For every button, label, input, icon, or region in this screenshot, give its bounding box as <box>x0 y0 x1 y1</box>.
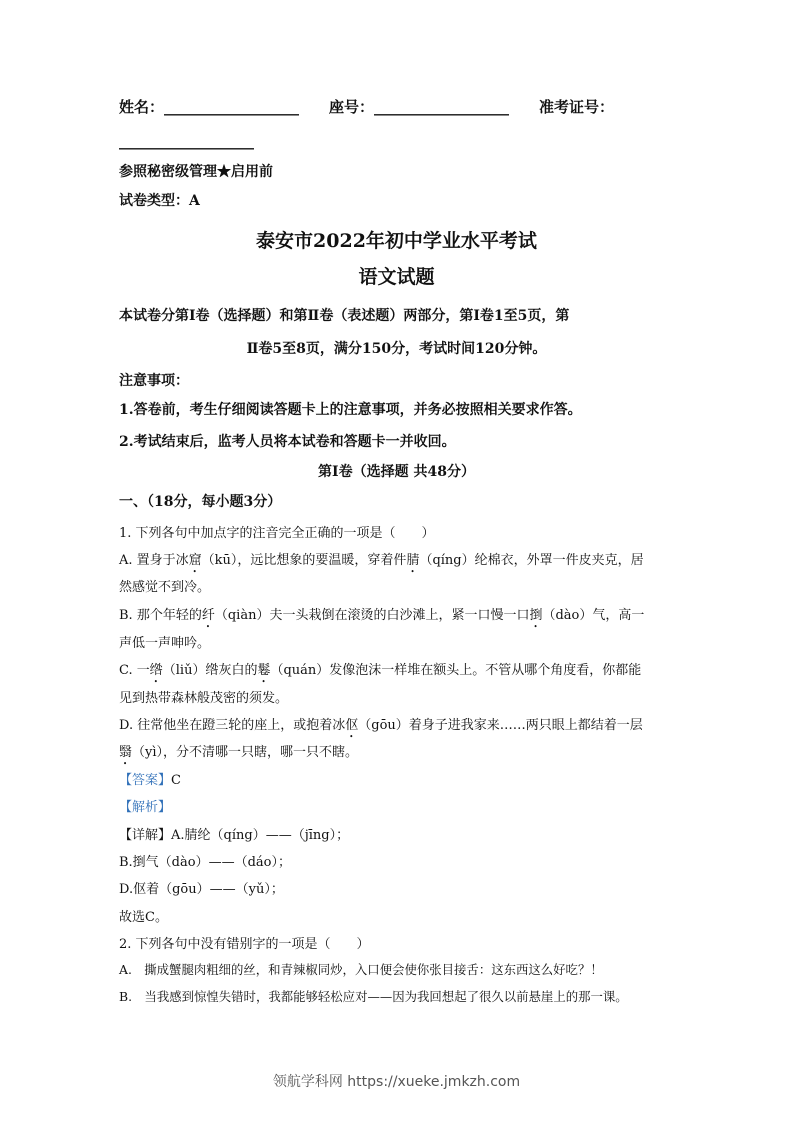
q1-option-d-line2: 翳（yì），分不清哪一只瞎，哪一只不瞎。 <box>119 745 359 760</box>
q1-option-c-line2: 见到热带森林般茂密的须发。 <box>119 691 289 706</box>
q1-option-c-line1: C. 一绺（liǔ）绺灰白的鬈（quán）发像泡沫一样堆在额头上。不管从哪个角度看，你都能 <box>119 663 642 678</box>
detail-conclusion: 故选C。 <box>119 910 168 925</box>
part-heading: 一、（18分，每小题3分） <box>119 494 282 510</box>
answer-line <box>119 769 181 788</box>
intro-line-1: 本试卷分第Ⅰ卷（选择题）和第Ⅱ卷（表述题）两部分，第Ⅰ卷1至5页，第 <box>119 308 570 324</box>
header-info-line <box>119 96 614 117</box>
detail-line-2: B.捯气（dào）——（dáo）； <box>119 855 291 870</box>
answer-value: C <box>171 773 181 788</box>
dotted-char: 捯 <box>529 608 543 623</box>
dotted-char: 绺 <box>149 663 163 678</box>
exam-subtitle: 语文试题 <box>358 266 435 288</box>
notice-heading: 注意事项： <box>119 373 189 389</box>
dotted-char: 翳 <box>119 745 133 760</box>
dotted-char: 腈 <box>406 553 420 568</box>
q1-option-b-line1: B. 那个年轻的纤（qiàn）夫一头栽倒在滚烫的白沙滩上，紧一口慢一口捯（dào）气，高一 <box>119 608 645 623</box>
seat-field: 座号：__________________ <box>329 98 510 116</box>
dotted-char: 窟 <box>188 553 202 568</box>
dotted-char: 鬈 <box>257 663 271 678</box>
intro-line-2: Ⅱ卷5至8页，满分150分，考试时间120分钟。 <box>246 341 547 357</box>
exam-title: 泰安市2022年初中学业水平考试 <box>256 230 537 252</box>
detail-line-1: 【详解】A.腈纶（qíng）——（jīng）； <box>119 828 350 843</box>
name-field: 姓名：__________________ <box>119 98 300 116</box>
question-1-stem: 1. 下列各句中加点字的注音完全正确的一项是（ ） <box>119 526 435 541</box>
dotted-char: 伛 <box>345 718 359 733</box>
notice-item-1: 1.答卷前，考生仔细阅读答题卡上的注意事项，并务必按照相关要求作答。 <box>119 402 582 418</box>
analysis-tag: 【解析】 <box>119 800 172 815</box>
detail-line-3: D.伛着（gōu）——（yǔ）； <box>119 882 284 897</box>
notice-item-2: 2.考试结束后，监考人员将本试卷和答题卡一并收回。 <box>119 434 456 450</box>
page-footer: 领航学科网 https://xueke.jmkzh.com <box>272 1074 521 1090</box>
q2-option-b: B. 当我感到惊惶失错时，我都能够轻松应对——因为我回想起了很久以前悬崖上的那一课。 <box>119 989 628 1004</box>
exam-id-field: 准考证号： <box>539 98 615 116</box>
dotted-char: 纤 <box>201 608 215 623</box>
q2-option-a: A. 撕成蟹腿肉粗细的丝，和青辣椒同炒，入口便会使你张目接舌：这东西这么好吃？！ <box>119 962 603 977</box>
q1-option-a-line1: A. 置身于冰窟（kū），远比想象的要温暖，穿着件腈（qíng）纶棉衣，外罩一件皮夹克，居 <box>119 553 644 568</box>
question-2-stem: 2. 下列各句中没有错别字的一项是（ ） <box>119 937 370 952</box>
section-title: 第Ⅰ卷（选择题 共48分） <box>318 464 475 480</box>
confidentiality-note: 参照秘密级管理★启用前 <box>119 164 273 180</box>
exam-id-blank: __________________ <box>119 132 254 150</box>
answer-tag: 【答案】 <box>119 773 172 788</box>
q1-option-d-line1: D. 往常他坐在蹬三轮的座上，或抱着冰伛（gōu）着身子进我家来……两只眼上都结着一层 <box>119 718 643 733</box>
paper-type: 试卷类型：A <box>119 193 200 209</box>
q1-option-a-line2: 然感觉不到冷。 <box>119 580 211 595</box>
q1-option-b-line2: 声低一声呻吟。 <box>119 636 211 651</box>
